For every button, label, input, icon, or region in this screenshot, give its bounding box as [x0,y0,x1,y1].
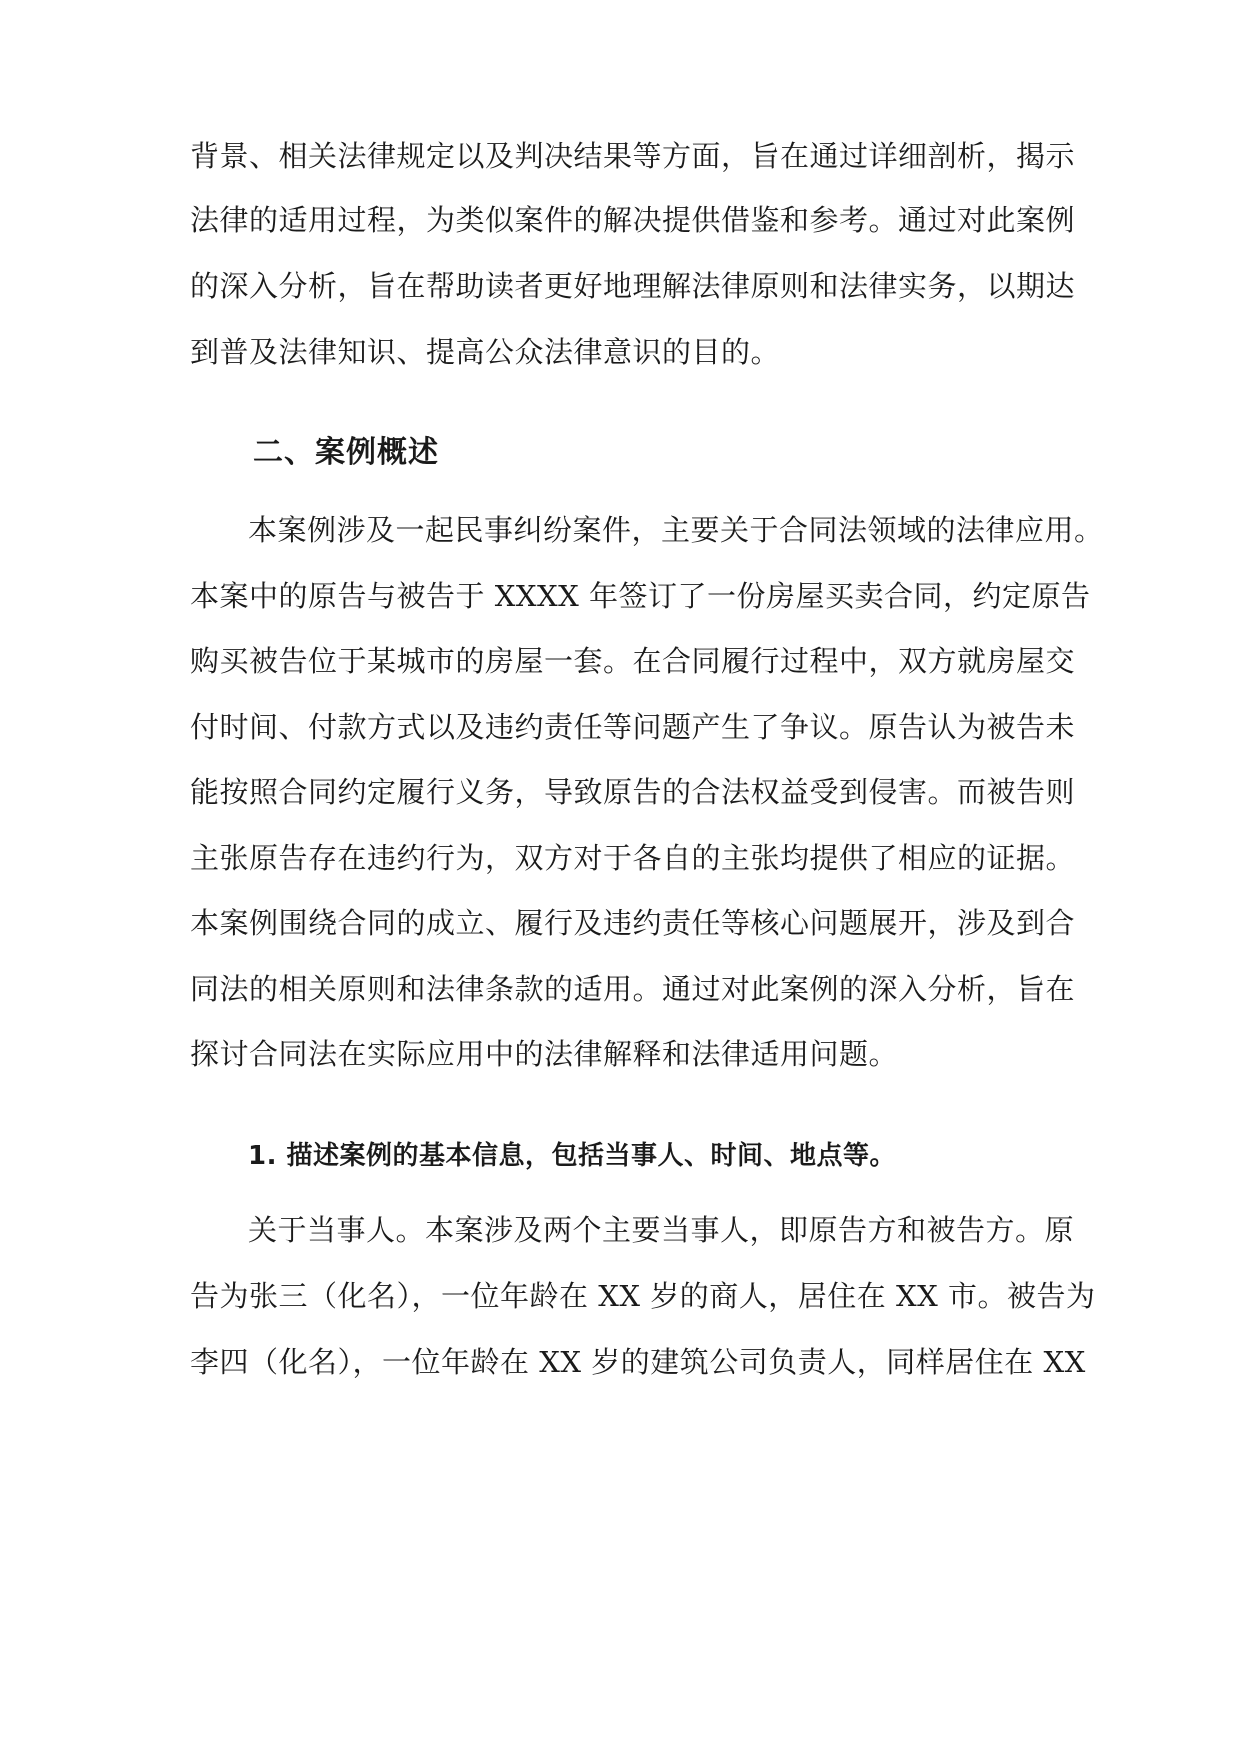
section-heading: 二、案例概述 [253,435,439,470]
section2-line-6: 主张原告存在违约行为，双方对于各自的主张均提供了相应的证据。 [190,841,1076,875]
section2-line-7: 本案例围绕合同的成立、履行及违约责任等核心问题展开，涉及到合 [190,906,1076,940]
intro-line-2: 法律的适用过程，为类似案件的解决提供借鉴和参考。通过对此案例 [190,203,1076,237]
subsection1-line-1: 关于当事人。本案涉及两个主要当事人，即原告方和被告方。原 [248,1213,1075,1247]
subsection1-line-2: 告为张三（化名），一位年龄在 XX 岁的商人，居住在 XX 市。被告为 [190,1279,1096,1313]
section2-line-5: 能按照合同约定履行义务，导致原告的合法权益受到侵害。而被告则 [190,775,1076,809]
section2-line-4: 付时间、付款方式以及违约责任等问题产生了争议。原告认为被告未 [190,710,1076,744]
section2-line-3: 购买被告位于某城市的房屋一套。在合同履行过程中，双方就房屋交 [190,644,1076,678]
intro-line-3: 的深入分析，旨在帮助读者更好地理解法律原则和法律实务，以期达 [190,269,1076,303]
section2-line-9: 探讨合同法在实际应用中的法律解释和法律适用问题。 [190,1037,899,1071]
intro-line-1: 背景、相关法律规定以及判决结果等方面，旨在通过详细剖析，揭示 [190,139,1076,173]
section2-line-8: 同法的相关原则和法律条款的适用。通过对此案例的深入分析，旨在 [190,972,1076,1006]
subsection1-line-3: 李四（化名），一位年龄在 XX 岁的建筑公司负责人，同样居住在 XX [190,1345,1086,1379]
section2-line-1: 本案例涉及一起民事纠纷案件，主要关于合同法领域的法律应用。 [248,513,1104,547]
section2-line-2: 本案中的原告与被告于 XXXX 年签订了一份房屋买卖合同，约定原告 [190,579,1091,613]
subsection-heading: 1. 描述案例的基本信息，包括当事人、时间、地点等。 [248,1141,897,1171]
intro-line-4: 到普及法律知识、提高公众法律意识的目的。 [190,335,781,369]
